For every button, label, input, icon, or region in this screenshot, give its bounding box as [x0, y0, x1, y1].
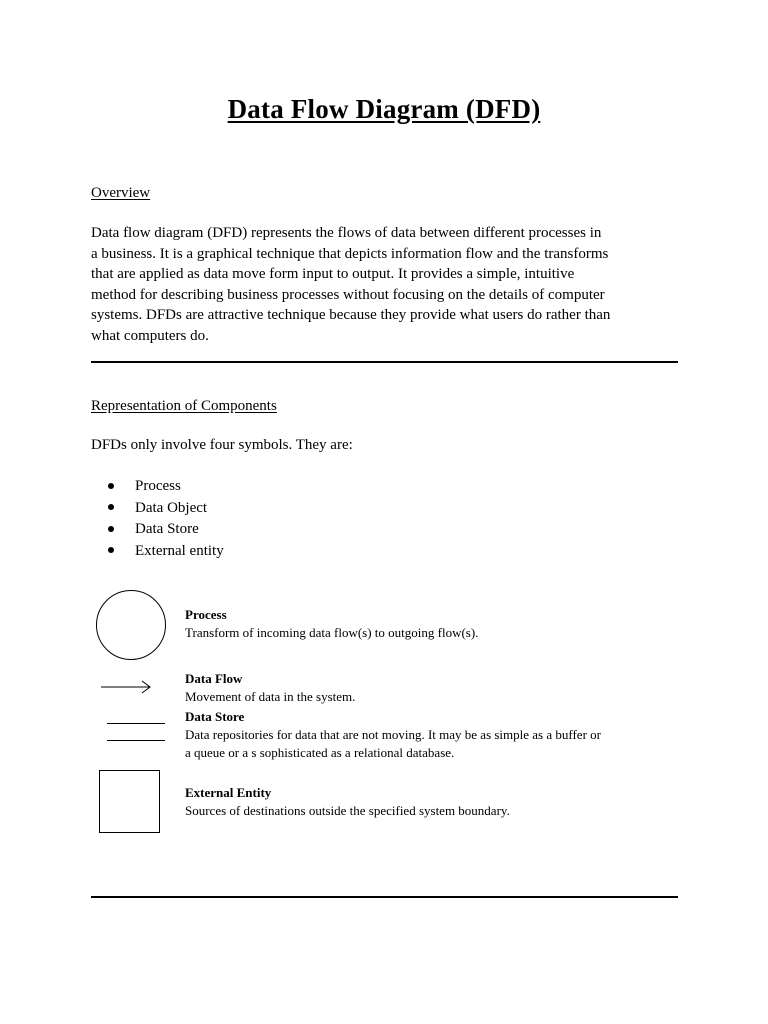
definition-title: External Entity — [185, 785, 272, 800]
arrow-right-icon — [100, 678, 152, 696]
list-item-label: External entity — [135, 542, 224, 559]
list-item-label: Data Object — [135, 499, 208, 516]
definition-text — [185, 688, 685, 706]
horizontal-divider — [91, 361, 678, 363]
overview-line: method for describing business processes without focusing on the details of computer — [91, 286, 605, 303]
parallel-lines-icon — [107, 720, 165, 744]
definition-title: Process — [185, 607, 227, 622]
overview-line: what computers do. — [91, 327, 209, 344]
overview-line: that are applied as data move form input to output. It provides a simple, intuitive — [91, 266, 575, 283]
definition-title: Data Store — [185, 709, 245, 724]
components-heading: Representation of Components — [91, 398, 277, 414]
list-item — [108, 519, 224, 541]
square-icon — [99, 770, 160, 833]
definition-process — [185, 606, 685, 642]
overview-heading: Overview — [91, 185, 151, 201]
definition-line: Movement of data in the system. — [185, 689, 356, 704]
list-item-label: Data Store — [135, 521, 199, 537]
definition-data-store — [185, 708, 685, 762]
bullet-icon — [108, 504, 114, 510]
components-intro: DFDs only involve four symbols. They are: — [91, 437, 353, 453]
list-item — [108, 541, 224, 563]
horizontal-divider — [91, 896, 678, 898]
definition-line: Data repositories for data that are not moving. It may be as simple as a buffer or — [185, 727, 601, 742]
definition-line: a queue or a s sophisticated as a relational database. — [185, 745, 455, 760]
circle-icon — [96, 590, 166, 660]
bullet-icon — [108, 483, 114, 489]
symbol-list — [108, 476, 224, 562]
overview-line: systems. DFDs are attractive technique because they provide what users do rather than — [91, 307, 611, 324]
definition-external-entity — [185, 784, 685, 820]
store-line-top — [107, 723, 165, 724]
list-item — [108, 476, 224, 498]
overview-line: a business. It is a graphical technique that depicts information flow and the transforms — [91, 245, 609, 262]
definition-text — [185, 802, 685, 820]
list-item-label: Process — [135, 478, 181, 494]
overview-line: Data flow diagram (DFD) represents the flows of data between different processes in — [91, 225, 602, 241]
definition-line: Transform of incoming data flow(s) to outgoing flow(s). — [185, 625, 479, 640]
definition-text — [185, 726, 685, 762]
overview-paragraph — [91, 223, 691, 347]
page-title: Data Flow Diagram (DFD) — [227, 94, 541, 124]
list-item — [108, 498, 224, 520]
bullet-icon — [108, 547, 114, 553]
definition-title: Data Flow — [185, 671, 243, 686]
definition-text — [185, 624, 685, 642]
bullet-icon — [108, 526, 114, 532]
definition-data-flow — [185, 670, 685, 706]
store-line-bottom — [107, 740, 165, 741]
definition-line: Sources of destinations outside the specified system boundary. — [185, 803, 510, 818]
